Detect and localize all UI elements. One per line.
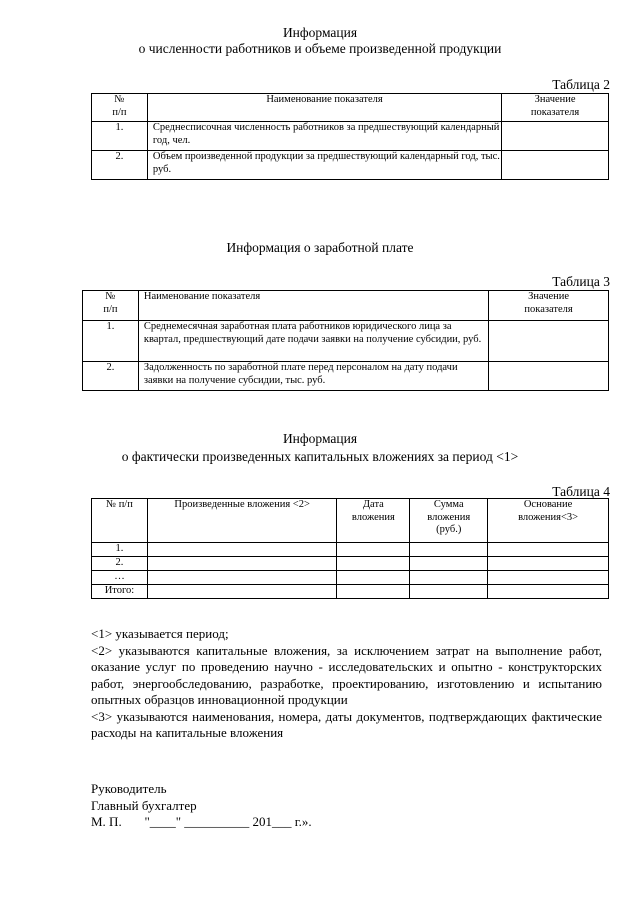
- value-cell: [489, 321, 609, 362]
- table-row: [83, 321, 609, 362]
- table-cell: [488, 585, 609, 599]
- table-cell: [410, 571, 488, 585]
- table3-title: Информация о заработной плате: [226, 240, 414, 255]
- signature-block: [91, 781, 312, 831]
- table-row: [83, 362, 609, 391]
- table-cell: [337, 571, 410, 585]
- row-number: …: [92, 571, 148, 585]
- table-row: [92, 543, 609, 557]
- table2-header-value: Значение показателя: [502, 94, 609, 122]
- table-cell: [337, 585, 410, 599]
- table-cell: [488, 543, 609, 557]
- table4-header-investments: Произведенные вложения <2>: [147, 499, 337, 543]
- signature-head: Руководитель: [91, 781, 167, 796]
- table-row: [92, 557, 609, 571]
- row-number: 1.: [92, 122, 148, 151]
- total-label: Итого:: [92, 585, 148, 599]
- table4-title: Информация: [282, 431, 358, 446]
- table3-header-value: Значение показателя: [489, 291, 609, 321]
- table3-header-num: № п/п: [83, 291, 139, 321]
- table-row: [92, 151, 609, 180]
- value-cell: [489, 362, 609, 391]
- table-cell: [488, 571, 609, 585]
- row-number: 2.: [92, 557, 148, 571]
- table-cell: [147, 585, 337, 599]
- value-cell: [502, 151, 609, 180]
- table2-subtitle: о численности работников и объеме произведенной продукции: [138, 41, 502, 56]
- table4-caption: Таблица 4: [552, 484, 610, 499]
- table2: [91, 93, 609, 180]
- row-number: 1.: [83, 321, 139, 362]
- table-cell: [147, 557, 337, 571]
- table-cell: [147, 571, 337, 585]
- table-cell: [410, 543, 488, 557]
- table4: [91, 498, 609, 599]
- table-row: [92, 122, 609, 151]
- table4-header-date: Дата вложения: [337, 499, 410, 543]
- table-cell: [488, 557, 609, 571]
- table3-caption: Таблица 3: [552, 274, 610, 289]
- row-number: 2.: [92, 151, 148, 180]
- table3: [82, 290, 609, 391]
- indicator-name: Задолженность по заработной плате перед персоналом на дату подачи заявки на получение субсидии, тыс. руб.: [138, 362, 488, 391]
- table-row: [92, 571, 609, 585]
- table-cell: [147, 543, 337, 557]
- table2-header-name: Наименование показателя: [147, 94, 501, 122]
- footnote-1: <1> указывается период;: [91, 626, 229, 641]
- table-cell: [337, 543, 410, 557]
- table2-title: Информация: [282, 25, 358, 40]
- signature-stamp-date: М. П. "____" __________ 201___ г.».: [91, 814, 312, 829]
- table4-header-num: № п/п: [92, 499, 148, 543]
- table-row-total: [92, 585, 609, 599]
- table-cell: [337, 557, 410, 571]
- table3-header-name: Наименование показателя: [138, 291, 488, 321]
- row-number: 2.: [83, 362, 139, 391]
- row-number: 1.: [92, 543, 148, 557]
- indicator-name: Объем произведенной продукции за предшествующий календарный год, тыс. руб.: [147, 151, 501, 180]
- value-cell: [502, 122, 609, 151]
- indicator-name: Среднесписочная численность работников за предшествующий календарный год, чел.: [147, 122, 501, 151]
- table-cell: [410, 585, 488, 599]
- footnote-3: <3> указываются наименования, номера, даты документов, подтверждающих фактические расходы на капитальные вложения: [91, 708, 602, 740]
- table4-subtitle: о фактически произведенных капитальных вложениях за период <1>: [121, 449, 519, 464]
- table-cell: [410, 557, 488, 571]
- table4-header-basis: Основание вложения<3>: [488, 499, 609, 543]
- table2-header-num: № п/п: [92, 94, 148, 122]
- footnotes: [91, 626, 602, 742]
- indicator-name: Среднемесячная заработная плата работников юридического лица за квартал, предшествующий дате подачи заявки на получение субсидии, руб.: [138, 321, 488, 362]
- signature-accountant: Главный бухгалтер: [91, 797, 197, 813]
- table2-caption: Таблица 2: [552, 77, 610, 92]
- table4-header-sum: Сумма вложения (руб.): [410, 499, 488, 543]
- footnote-2: <2> указываются капитальные вложения, за исключением затрат на выполнение работ, оказание услуг по проведению научно - исследовательских и опытно - конструкторских работ, энергообследованию, разработке, проектированию, изготовлению и испытанию опытных образцов инновационной продукции: [91, 642, 602, 707]
